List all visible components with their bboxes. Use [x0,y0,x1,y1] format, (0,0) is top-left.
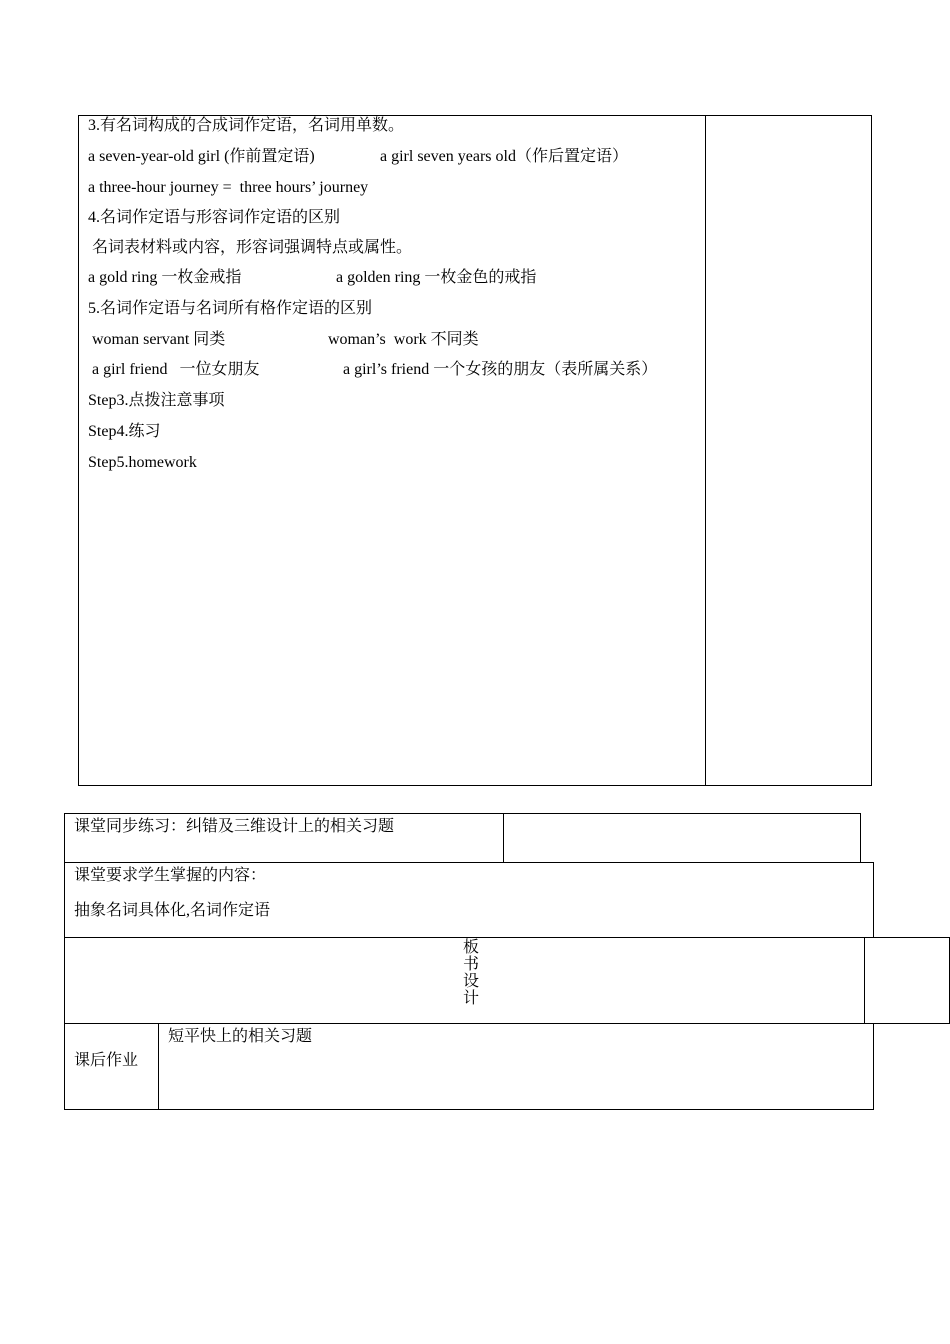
line-example-seven-year-old: a seven-year-old girl (作前置定语) [88,148,315,165]
line-example-womans-work: woman’s work 不同类 [328,331,479,348]
line-example-woman-servant: woman servant 同类 [88,331,226,348]
practice-label: 课堂同步练习：纠错及三维设计上的相关习题 [74,818,395,835]
board-design-label [461,939,481,1007]
line-step-3: Step3.点拨注意事项 [88,392,225,409]
requirements-content: 抽象名词具体化,名词作定语 [74,902,271,919]
lesson-table-divider [705,115,706,786]
line-step-5: Step5.homework [88,454,197,471]
board-design-char-2: 书 [462,956,479,973]
board-design-row [64,937,950,1024]
board-design-char-1: 板 [462,939,479,956]
line-point-3: 3.有名词构成的合成词作定语，名词用单数。 [88,117,405,134]
line-example-golden-ring: a golden ring 一枚金色的戒指 [336,269,537,286]
line-example-girls-friend: a girl’s friend 一个女孩的朋友（表所属关系） [343,361,658,378]
homework-row-divider [158,1023,159,1110]
line-point-4: 4.名词作定语与形容词作定语的区别 [88,209,341,226]
line-example-girl-friend: a girl friend 一位女朋友 [88,361,260,378]
board-design-char-4: 计 [462,990,479,1007]
line-example-seven-years-old: a girl seven years old（作后置定语） [380,148,628,165]
homework-content: 短平快上的相关习题 [168,1028,313,1045]
line-point-4-explain: 名词表材料或内容，形容词强调特点或属性。 [88,239,413,256]
line-step-4: Step4.练习 [88,423,161,440]
practice-row-divider [503,813,504,863]
line-example-gold-ring: a gold ring 一枚金戒指 [88,269,242,286]
line-example-three-hour: a three-hour journey = three hours’ journey [88,179,369,196]
homework-label: 课后作业 [74,1052,139,1069]
requirements-label: 课堂要求学生掌握的内容： [74,867,267,884]
board-design-char-3: 设 [462,973,479,990]
board-design-divider [864,937,865,1024]
line-point-5: 5.名词作定语与名词所有格作定语的区别 [88,300,373,317]
